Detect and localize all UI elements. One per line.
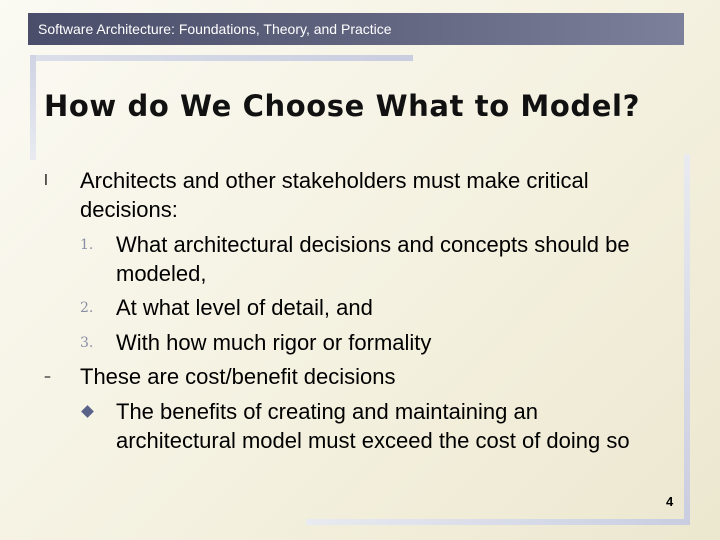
bullet-text-2: These are cost/benefit decisions bbox=[80, 364, 396, 389]
number-marker-2: 2. bbox=[80, 300, 94, 316]
numbered-text-2: At what level of detail, and bbox=[116, 295, 373, 320]
diamond-bullet-icon bbox=[81, 405, 94, 418]
slide-title: How do We Choose What to Model? bbox=[44, 89, 640, 123]
sub-bullet-text-b: architectural model must exceed the cost of doing so bbox=[116, 428, 630, 453]
header-title: Software Architecture: Foundations, Theory, and Practice bbox=[38, 21, 392, 37]
number-marker-1: 1. bbox=[80, 237, 94, 253]
dash-marker: – bbox=[44, 369, 51, 385]
page-number: 4 bbox=[666, 494, 674, 509]
bullet-text-1a: Architects and other stakeholders must make critical bbox=[80, 168, 589, 193]
bullet-text-1b: decisions: bbox=[80, 197, 178, 222]
number-marker-3: 3. bbox=[80, 335, 94, 351]
sub-bullet-text-a: The benefits of creating and maintaining an bbox=[116, 399, 538, 424]
bullet-marker: l bbox=[44, 173, 48, 189]
numbered-text-3: With how much rigor or formality bbox=[116, 330, 432, 355]
numbered-text-1b: modeled, bbox=[116, 261, 207, 286]
numbered-text-1a: What architectural decisions and concepts should be bbox=[116, 232, 630, 257]
